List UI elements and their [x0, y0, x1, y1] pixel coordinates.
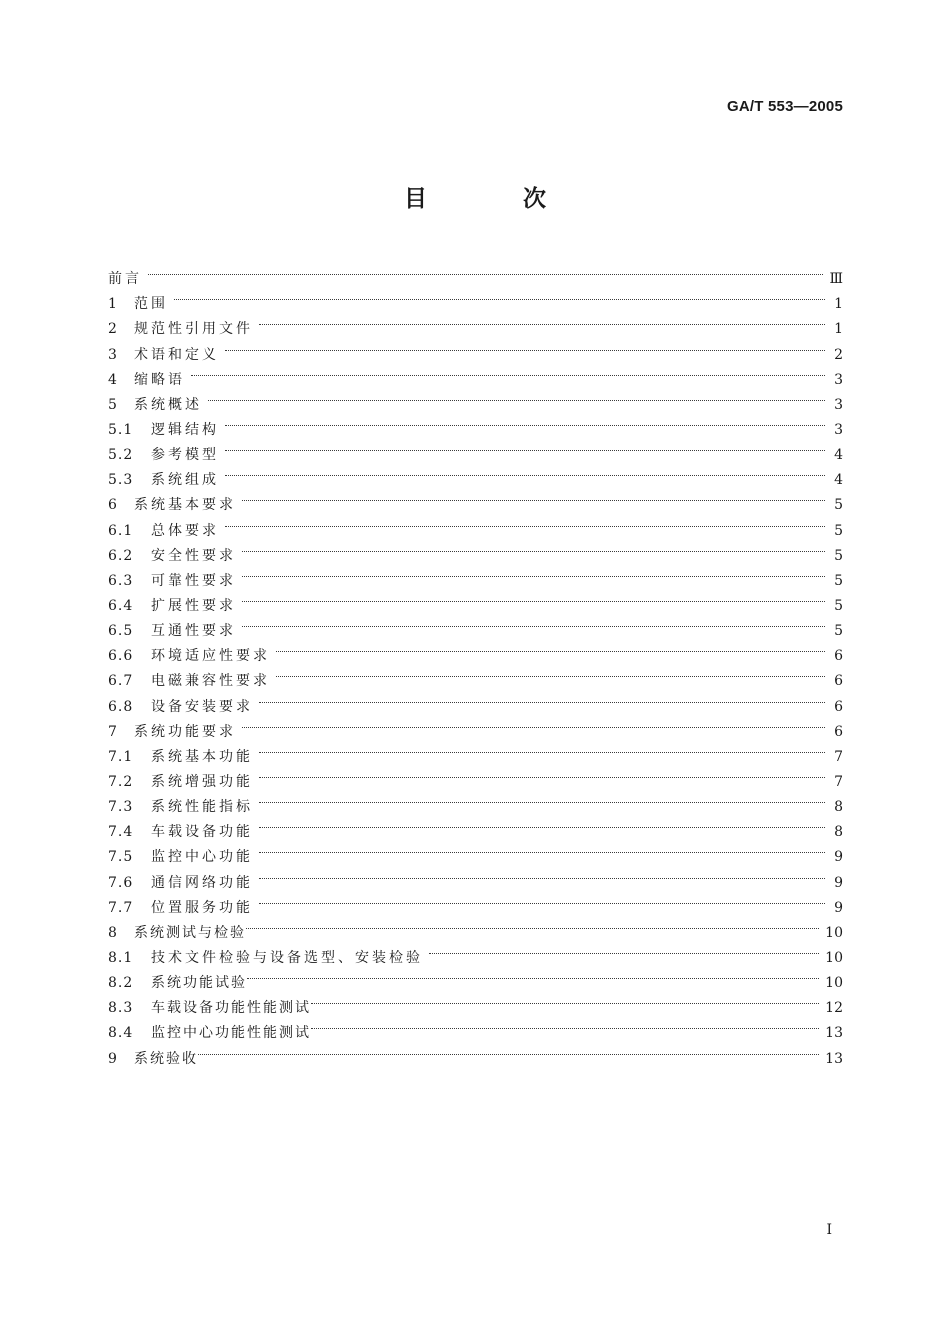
toc-entry-page: 5 — [834, 547, 843, 564]
toc-leader-dots — [242, 711, 831, 736]
toc-leader-dots — [276, 635, 831, 660]
toc-entry[interactable] — [108, 409, 843, 438]
toc-entry-title: 系统概述 — [134, 396, 202, 413]
toc-leader-dots — [311, 1012, 825, 1037]
document-code: GA/T 553—2005 — [727, 98, 843, 115]
toc-leader-dots — [311, 987, 825, 1012]
toc-leader-dots — [225, 333, 831, 358]
toc-leader-dots — [174, 283, 831, 308]
toc-entry-number: 7.5 — [108, 849, 134, 866]
toc-leader-dots — [259, 761, 831, 786]
toc-entry-title: 逻辑结构 — [151, 421, 219, 438]
toc-entry-number: 8.2 — [108, 975, 134, 992]
toc-entry-page: 4 — [834, 447, 843, 464]
toc-entry-title: 规范性引用文件 — [134, 321, 253, 338]
toc-leader-dots — [259, 836, 831, 861]
toc-leader-dots — [259, 308, 831, 333]
toc-entry-page: 7 — [834, 748, 843, 765]
toc-entry-number: 8.1 — [108, 949, 134, 966]
toc-leader-dots — [208, 384, 831, 409]
toc-entry[interactable] — [108, 258, 843, 288]
toc-entry-title: 可靠性要求 — [151, 572, 236, 589]
toc-entry-number: 7.6 — [108, 874, 134, 891]
toc-entry-title: 通信网络功能 — [151, 874, 253, 891]
toc-entry[interactable] — [108, 283, 843, 313]
toc-entry-page: 8 — [834, 799, 843, 816]
toc-leader-dots — [225, 409, 831, 434]
toc-leader-dots — [259, 887, 831, 912]
toc-leader-dots — [259, 861, 831, 886]
toc-entry-page: 6 — [834, 698, 843, 715]
toc-leader-dots — [225, 434, 831, 459]
toc-entry-number: 2 — [108, 321, 118, 338]
toc-entry-number: 3 — [108, 346, 118, 363]
toc-entry-title: 系统功能要求 — [134, 723, 236, 740]
toc-entry-page: 3 — [834, 371, 843, 388]
toc-entry-number: 5.2 — [108, 447, 134, 464]
toc-leader-dots — [259, 811, 831, 836]
toc-entry-number: 7.3 — [108, 799, 134, 816]
toc-entry-title: 系统功能试验 — [151, 975, 247, 992]
toc-leader-dots — [259, 685, 831, 710]
toc-entry-page: 6 — [834, 648, 843, 665]
toc-entry-title: 技术文件检验与设备选型、安装检验 — [151, 949, 423, 966]
toc-leader-dots — [246, 912, 825, 937]
toc-entry-page: 10 — [825, 924, 843, 941]
toc-entry-page: 10 — [825, 949, 843, 966]
toc-entry-number: 6.4 — [108, 597, 134, 614]
toc-entry-page: 5 — [834, 623, 843, 640]
toc-entry-number: 7 — [108, 723, 118, 740]
toc-entry-title: 监控中心功能 — [151, 849, 253, 866]
toc-entry-number: 8 — [108, 924, 118, 941]
toc-entry-title: 环境适应性要求 — [151, 648, 270, 665]
toc-entry-page: 4 — [834, 472, 843, 489]
toc-entry-title: 系统增强功能 — [151, 773, 253, 790]
toc-entry-page: 12 — [825, 1000, 843, 1017]
toc-leader-dots — [259, 736, 831, 761]
toc-entry[interactable] — [108, 1037, 843, 1067]
toc-entry-page: 5 — [834, 572, 843, 589]
toc-entry-number: 7.1 — [108, 748, 134, 765]
toc-entry-number: 1 — [108, 296, 118, 313]
toc-entry-title: 术语和定义 — [134, 346, 219, 363]
page-title: 目 次 — [403, 186, 590, 212]
toc-leader-dots — [198, 1037, 825, 1062]
toc-leader-dots — [242, 560, 831, 585]
toc-entry-number: 6 — [108, 497, 118, 514]
toc-entry-page: 9 — [834, 874, 843, 891]
toc-entry-title: 总体要求 — [151, 522, 219, 539]
toc-entry[interactable] — [108, 359, 843, 388]
toc-entry-title: 缩略语 — [134, 371, 185, 388]
toc-leader-dots — [242, 484, 831, 509]
toc-entry-page: 5 — [834, 597, 843, 614]
toc-entry-page: Ⅲ — [829, 271, 843, 288]
toc-entry-page: 9 — [834, 899, 843, 916]
toc-leader-dots — [429, 937, 825, 962]
toc-leader-dots — [242, 610, 831, 635]
toc-entry-page: 10 — [825, 975, 843, 992]
toc-entry-title: 车载设备功能 — [151, 824, 253, 841]
toc-entry-number: 6.6 — [108, 648, 134, 665]
toc-leader-dots — [247, 962, 825, 987]
toc-entry-number: 7.7 — [108, 899, 134, 916]
toc-entry-page: 6 — [834, 723, 843, 740]
toc-entry-title: 前言 — [108, 271, 142, 288]
toc-leader-dots — [276, 660, 831, 685]
toc-entry-number: 9 — [108, 1050, 118, 1067]
toc-entry-page: 3 — [834, 396, 843, 413]
toc-entry-page: 8 — [834, 824, 843, 841]
toc-entry-page: 3 — [834, 421, 843, 438]
toc-entry-number: 7.2 — [108, 773, 134, 790]
toc-entry-title: 安全性要求 — [151, 547, 236, 564]
toc-entry-title: 电磁兼容性要求 — [151, 673, 270, 690]
toc-entry-page: 13 — [825, 1050, 843, 1067]
toc-leader-dots — [148, 258, 829, 283]
toc-entry-title: 系统测试与检验 — [134, 924, 246, 941]
toc-entry-number: 5 — [108, 396, 118, 413]
toc-entry-number: 6.7 — [108, 673, 134, 690]
toc-entry-page: 2 — [834, 346, 843, 363]
toc-leader-dots — [259, 786, 831, 811]
toc-entry-number: 8.4 — [108, 1025, 134, 1042]
toc-leader-dots — [225, 459, 831, 484]
toc-leader-dots — [242, 535, 831, 560]
toc-entry-title: 系统基本功能 — [151, 748, 253, 765]
toc-entry-number: 5.3 — [108, 472, 134, 489]
page-number: I — [826, 1222, 832, 1238]
toc-entry-page: 6 — [834, 673, 843, 690]
toc-entry-page: 9 — [834, 849, 843, 866]
table-of-contents — [108, 258, 843, 1067]
toc-entry-title: 参考模型 — [151, 447, 219, 464]
toc-entry-title: 系统验收 — [134, 1050, 198, 1067]
toc-entry-page: 1 — [834, 321, 843, 338]
toc-entry-title: 互通性要求 — [151, 623, 236, 640]
toc-entry-page: 13 — [825, 1025, 843, 1042]
toc-entry-page: 1 — [834, 296, 843, 313]
toc-entry-number: 6.8 — [108, 698, 134, 715]
toc-entry-title: 车载设备功能性能测试 — [151, 1000, 311, 1017]
toc-entry[interactable] — [108, 384, 843, 413]
toc-entry-title: 系统组成 — [151, 472, 219, 489]
toc-entry-number: 5.1 — [108, 421, 134, 438]
toc-entry-number: 6.3 — [108, 572, 134, 589]
toc-entry-title: 系统基本要求 — [134, 497, 236, 514]
toc-leader-dots — [225, 509, 831, 534]
toc-entry-title: 设备安装要求 — [151, 698, 253, 715]
toc-entry-title: 监控中心功能性能测试 — [151, 1025, 311, 1042]
toc-entry-number: 7.4 — [108, 824, 134, 841]
toc-entry-number: 8.3 — [108, 1000, 134, 1017]
toc-entry-title: 位置服务功能 — [151, 899, 253, 916]
toc-entry-title: 范围 — [134, 296, 168, 313]
toc-entry-number: 4 — [108, 371, 118, 388]
toc-entry-number: 6.5 — [108, 623, 134, 640]
toc-entry-title: 系统性能指标 — [151, 799, 253, 816]
toc-entry-title: 扩展性要求 — [151, 597, 236, 614]
toc-entry-page: 5 — [834, 497, 843, 514]
toc-entry-number: 6.2 — [108, 547, 134, 564]
toc-entry-page: 7 — [834, 773, 843, 790]
toc-leader-dots — [191, 359, 831, 384]
toc-entry[interactable] — [108, 308, 843, 338]
toc-leader-dots — [242, 585, 831, 610]
toc-entry-page: 5 — [834, 522, 843, 539]
toc-entry-number: 6.1 — [108, 522, 134, 539]
